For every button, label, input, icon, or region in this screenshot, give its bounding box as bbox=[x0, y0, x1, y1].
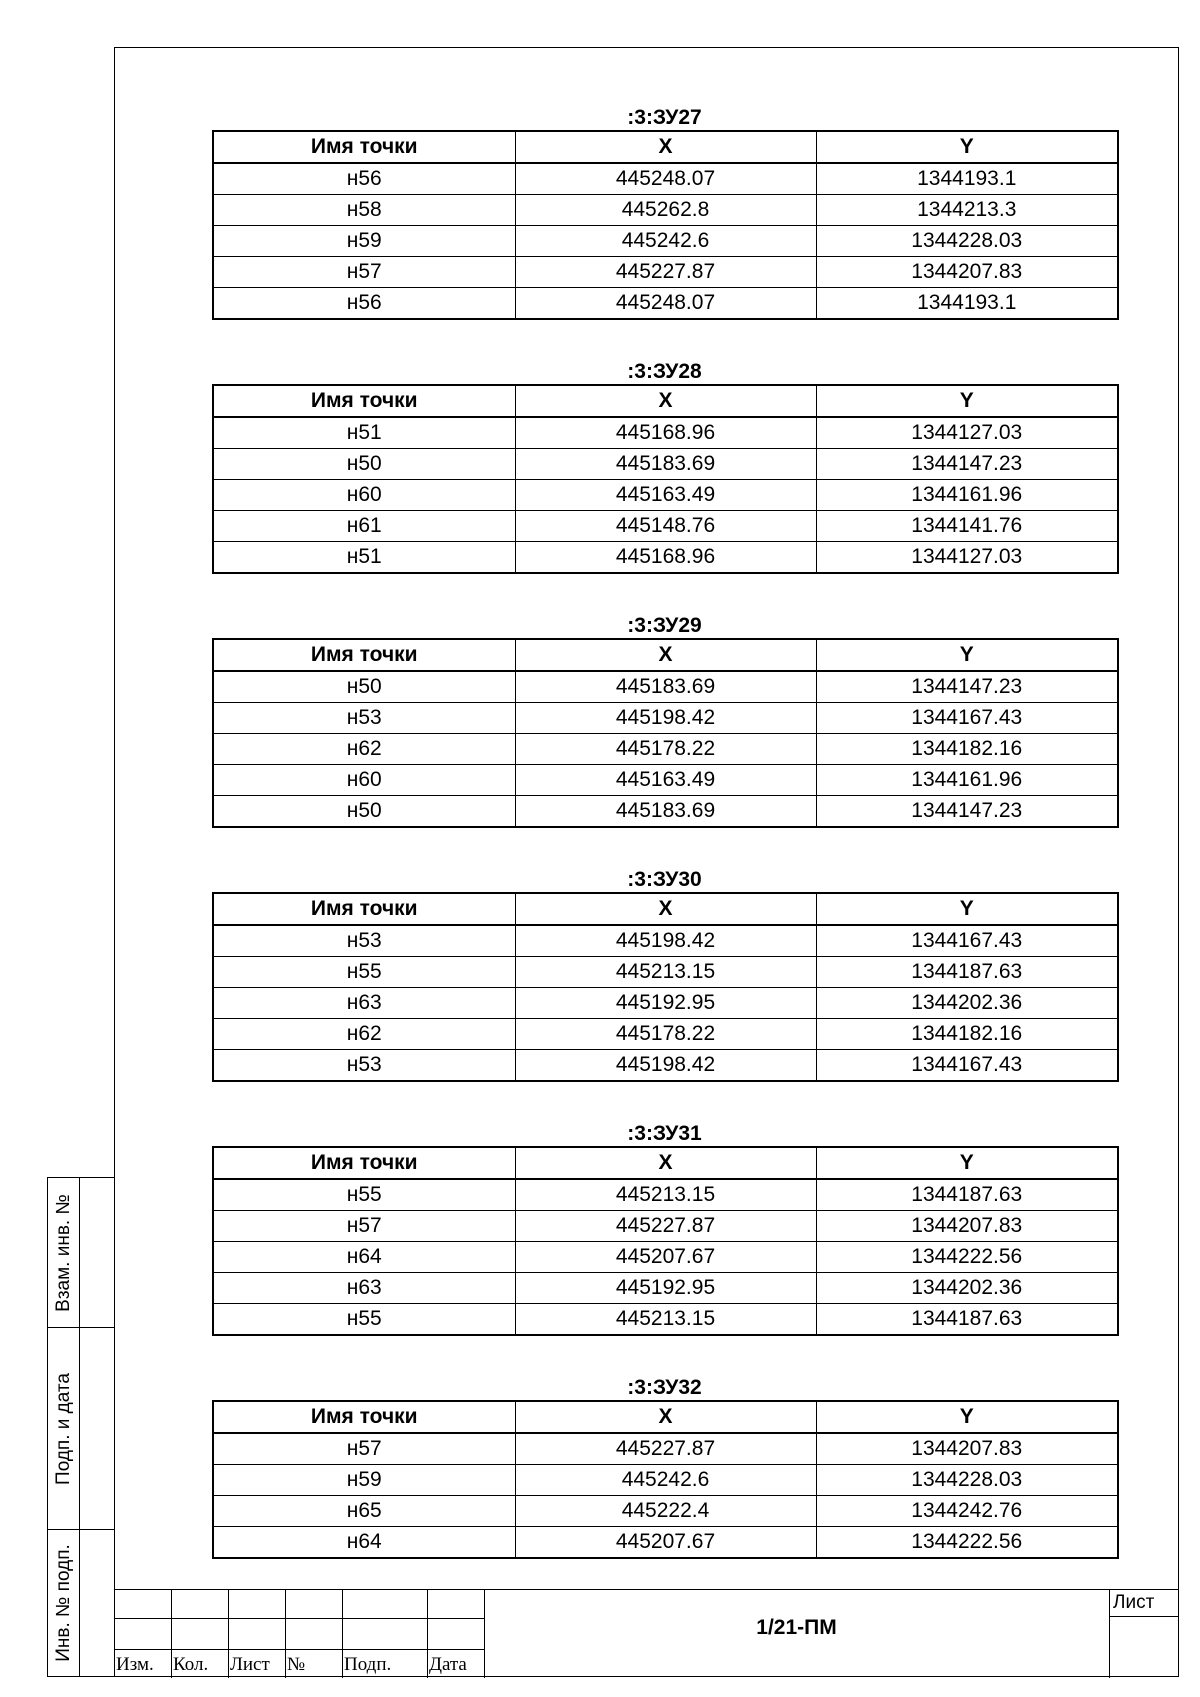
point-name-cell: н59 bbox=[213, 226, 515, 257]
stamp-podp-data-label: Подп. и дата bbox=[52, 1372, 74, 1485]
y-cell: 1344182.16 bbox=[816, 1019, 1118, 1050]
column-header-name: Имя точки bbox=[213, 639, 515, 671]
point-name-cell: н53 bbox=[213, 925, 515, 957]
table-title: :3:ЗУ27 bbox=[627, 106, 702, 129]
coordinate-table bbox=[212, 892, 1119, 1082]
y-cell: 1344228.03 bbox=[816, 1465, 1118, 1496]
y-cell: 1344167.43 bbox=[816, 925, 1118, 957]
y-cell: 1344147.23 bbox=[816, 449, 1118, 480]
y-cell: 1344222.56 bbox=[816, 1527, 1118, 1559]
table-header-row bbox=[213, 131, 1118, 163]
x-cell: 445227.87 bbox=[515, 257, 816, 288]
point-name-cell: н60 bbox=[213, 765, 515, 796]
table-row bbox=[213, 957, 1118, 988]
y-cell: 1344207.83 bbox=[816, 1211, 1118, 1242]
x-cell: 445192.95 bbox=[515, 1273, 816, 1304]
title-block-label-num: № bbox=[287, 1654, 306, 1675]
x-cell: 445248.07 bbox=[515, 163, 816, 195]
stamp-podp-data bbox=[48, 1328, 115, 1530]
x-cell: 445178.22 bbox=[515, 1019, 816, 1050]
x-cell: 445222.4 bbox=[515, 1496, 816, 1527]
y-cell: 1344193.1 bbox=[816, 288, 1118, 320]
title-block bbox=[114, 1589, 1179, 1678]
point-name-cell: н65 bbox=[213, 1496, 515, 1527]
x-cell: 445163.49 bbox=[515, 480, 816, 511]
table-header-row bbox=[213, 1147, 1118, 1179]
y-cell: 1344147.23 bbox=[816, 796, 1118, 828]
y-cell: 1344228.03 bbox=[816, 226, 1118, 257]
table-row bbox=[213, 734, 1118, 765]
point-name-cell: н60 bbox=[213, 480, 515, 511]
x-cell: 445207.67 bbox=[515, 1242, 816, 1273]
point-name-cell: н64 bbox=[213, 1527, 515, 1559]
title-block-label-list: Лист bbox=[230, 1654, 270, 1675]
x-cell: 445198.42 bbox=[515, 703, 816, 734]
title-block-col-line bbox=[171, 1590, 172, 1678]
table-row bbox=[213, 671, 1118, 703]
x-cell: 445207.67 bbox=[515, 1527, 816, 1559]
table-row bbox=[213, 1242, 1118, 1273]
table-row bbox=[213, 925, 1118, 957]
left-margin-stamp bbox=[47, 1177, 114, 1677]
title-block-col-line bbox=[285, 1590, 286, 1678]
table-row bbox=[213, 163, 1118, 195]
column-header-name: Имя точки bbox=[213, 131, 515, 163]
x-cell: 445168.96 bbox=[515, 542, 816, 574]
coordinate-table-block bbox=[212, 1368, 1117, 1622]
x-cell: 445213.15 bbox=[515, 1304, 816, 1336]
point-name-cell: н50 bbox=[213, 671, 515, 703]
x-cell: 445148.76 bbox=[515, 511, 816, 542]
coordinate-table-block bbox=[212, 98, 1117, 352]
document-code: 1/21-ПМ bbox=[756, 1616, 837, 1639]
column-header-x: X bbox=[515, 893, 816, 925]
coordinate-table-block bbox=[212, 606, 1117, 860]
y-cell: 1344167.43 bbox=[816, 703, 1118, 734]
column-header-y: Y bbox=[816, 893, 1118, 925]
point-name-cell: н56 bbox=[213, 288, 515, 320]
coordinate-table bbox=[212, 638, 1119, 828]
table-header-row bbox=[213, 893, 1118, 925]
x-cell: 445163.49 bbox=[515, 765, 816, 796]
table-row bbox=[213, 1433, 1118, 1465]
coordinate-table-block bbox=[212, 352, 1117, 606]
coordinate-table bbox=[212, 384, 1119, 574]
table-row bbox=[213, 226, 1118, 257]
sheet-label: Лист bbox=[1113, 1592, 1155, 1613]
point-name-cell: н53 bbox=[213, 1050, 515, 1082]
point-name-cell: н55 bbox=[213, 1304, 515, 1336]
table-row bbox=[213, 1019, 1118, 1050]
x-cell: 445183.69 bbox=[515, 671, 816, 703]
coordinate-table bbox=[212, 1146, 1119, 1336]
x-cell: 445248.07 bbox=[515, 288, 816, 320]
table-title: :3:ЗУ28 bbox=[627, 360, 702, 383]
point-name-cell: н53 bbox=[213, 703, 515, 734]
stamp-vzam-inv-label: Взам. инв. № bbox=[52, 1193, 74, 1312]
title-block-col-line bbox=[228, 1590, 229, 1678]
y-cell: 1344242.76 bbox=[816, 1496, 1118, 1527]
point-name-cell: н57 bbox=[213, 257, 515, 288]
column-header-name: Имя точки bbox=[213, 893, 515, 925]
table-row bbox=[213, 703, 1118, 734]
column-header-y: Y bbox=[816, 1401, 1118, 1433]
coordinate-tables bbox=[212, 98, 1117, 1622]
point-name-cell: н63 bbox=[213, 988, 515, 1019]
y-cell: 1344222.56 bbox=[816, 1242, 1118, 1273]
sheet-divider bbox=[1109, 1616, 1179, 1617]
y-cell: 1344213.3 bbox=[816, 195, 1118, 226]
point-name-cell: н55 bbox=[213, 957, 515, 988]
coordinate-table-block bbox=[212, 1114, 1117, 1368]
table-header-row bbox=[213, 385, 1118, 417]
point-name-cell: н56 bbox=[213, 163, 515, 195]
table-row bbox=[213, 449, 1118, 480]
x-cell: 445242.6 bbox=[515, 226, 816, 257]
y-cell: 1344187.63 bbox=[816, 1179, 1118, 1211]
x-cell: 445213.15 bbox=[515, 1179, 816, 1211]
column-header-x: X bbox=[515, 639, 816, 671]
table-row bbox=[213, 1050, 1118, 1082]
column-header-name: Имя точки bbox=[213, 1401, 515, 1433]
point-name-cell: н50 bbox=[213, 449, 515, 480]
point-name-cell: н64 bbox=[213, 1242, 515, 1273]
table-row bbox=[213, 417, 1118, 449]
column-header-y: Y bbox=[816, 1147, 1118, 1179]
x-cell: 445227.87 bbox=[515, 1433, 816, 1465]
y-cell: 1344161.96 bbox=[816, 480, 1118, 511]
y-cell: 1344141.76 bbox=[816, 511, 1118, 542]
x-cell: 445183.69 bbox=[515, 796, 816, 828]
y-cell: 1344182.16 bbox=[816, 734, 1118, 765]
title-block-label-podp: Подп. bbox=[344, 1654, 392, 1675]
title-block-row-line bbox=[114, 1649, 484, 1650]
y-cell: 1344207.83 bbox=[816, 1433, 1118, 1465]
column-header-x: X bbox=[515, 1401, 816, 1433]
column-header-x: X bbox=[515, 1147, 816, 1179]
point-name-cell: н62 bbox=[213, 734, 515, 765]
table-row bbox=[213, 288, 1118, 320]
y-cell: 1344147.23 bbox=[816, 671, 1118, 703]
stamp-inv-podp-label: Инв. № подп. bbox=[52, 1544, 74, 1662]
table-title: :3:ЗУ31 bbox=[627, 1122, 702, 1145]
table-title: :3:ЗУ30 bbox=[627, 868, 702, 891]
table-row bbox=[213, 1465, 1118, 1496]
table-row bbox=[213, 195, 1118, 226]
y-cell: 1344202.36 bbox=[816, 988, 1118, 1019]
table-row bbox=[213, 1179, 1118, 1211]
table-row bbox=[213, 480, 1118, 511]
y-cell: 1344167.43 bbox=[816, 1050, 1118, 1082]
table-header-row bbox=[213, 639, 1118, 671]
column-header-x: X bbox=[515, 131, 816, 163]
table-title: :3:ЗУ32 bbox=[627, 1376, 702, 1399]
table-row bbox=[213, 796, 1118, 828]
table-row bbox=[213, 511, 1118, 542]
y-cell: 1344187.63 bbox=[816, 957, 1118, 988]
column-header-name: Имя точки bbox=[213, 1147, 515, 1179]
x-cell: 445227.87 bbox=[515, 1211, 816, 1242]
point-name-cell: н57 bbox=[213, 1433, 515, 1465]
table-row bbox=[213, 988, 1118, 1019]
title-block-col-line bbox=[427, 1590, 428, 1678]
title-block-col-line bbox=[1109, 1590, 1110, 1678]
column-header-y: Y bbox=[816, 639, 1118, 671]
point-name-cell: н59 bbox=[213, 1465, 515, 1496]
point-name-cell: н62 bbox=[213, 1019, 515, 1050]
title-block-label-data: Дата bbox=[429, 1654, 467, 1675]
table-row bbox=[213, 1273, 1118, 1304]
title-block-col-line bbox=[342, 1590, 343, 1678]
stamp-vzam-inv bbox=[48, 1178, 115, 1328]
title-block-label-kol: Кол. bbox=[173, 1654, 209, 1675]
point-name-cell: н51 bbox=[213, 542, 515, 574]
column-header-name: Имя точки bbox=[213, 385, 515, 417]
title-block-label-izm: Изм. bbox=[116, 1654, 154, 1675]
y-cell: 1344187.63 bbox=[816, 1304, 1118, 1336]
title-block-row-line bbox=[114, 1618, 484, 1619]
y-cell: 1344161.96 bbox=[816, 765, 1118, 796]
table-row bbox=[213, 1304, 1118, 1336]
point-name-cell: н63 bbox=[213, 1273, 515, 1304]
x-cell: 445183.69 bbox=[515, 449, 816, 480]
x-cell: 445168.96 bbox=[515, 417, 816, 449]
point-name-cell: н50 bbox=[213, 796, 515, 828]
y-cell: 1344202.36 bbox=[816, 1273, 1118, 1304]
point-name-cell: н61 bbox=[213, 511, 515, 542]
point-name-cell: н51 bbox=[213, 417, 515, 449]
table-row bbox=[213, 1496, 1118, 1527]
y-cell: 1344193.1 bbox=[816, 163, 1118, 195]
table-header-row bbox=[213, 1401, 1118, 1433]
point-name-cell: н55 bbox=[213, 1179, 515, 1211]
x-cell: 445213.15 bbox=[515, 957, 816, 988]
stamp-inv-podp bbox=[48, 1530, 115, 1676]
x-cell: 445262.8 bbox=[515, 195, 816, 226]
table-row bbox=[213, 542, 1118, 574]
column-header-y: Y bbox=[816, 131, 1118, 163]
table-row bbox=[213, 1527, 1118, 1559]
x-cell: 445192.95 bbox=[515, 988, 816, 1019]
table-row bbox=[213, 1211, 1118, 1242]
table-title: :3:ЗУ29 bbox=[627, 614, 702, 637]
point-name-cell: н58 bbox=[213, 195, 515, 226]
x-cell: 445198.42 bbox=[515, 1050, 816, 1082]
y-cell: 1344127.03 bbox=[816, 542, 1118, 574]
column-header-y: Y bbox=[816, 385, 1118, 417]
x-cell: 445242.6 bbox=[515, 1465, 816, 1496]
x-cell: 445198.42 bbox=[515, 925, 816, 957]
y-cell: 1344127.03 bbox=[816, 417, 1118, 449]
point-name-cell: н57 bbox=[213, 1211, 515, 1242]
coordinate-table-block bbox=[212, 860, 1117, 1114]
column-header-x: X bbox=[515, 385, 816, 417]
table-row bbox=[213, 765, 1118, 796]
coordinate-table bbox=[212, 130, 1119, 320]
coordinate-table bbox=[212, 1400, 1119, 1559]
table-row bbox=[213, 257, 1118, 288]
y-cell: 1344207.83 bbox=[816, 257, 1118, 288]
x-cell: 445178.22 bbox=[515, 734, 816, 765]
